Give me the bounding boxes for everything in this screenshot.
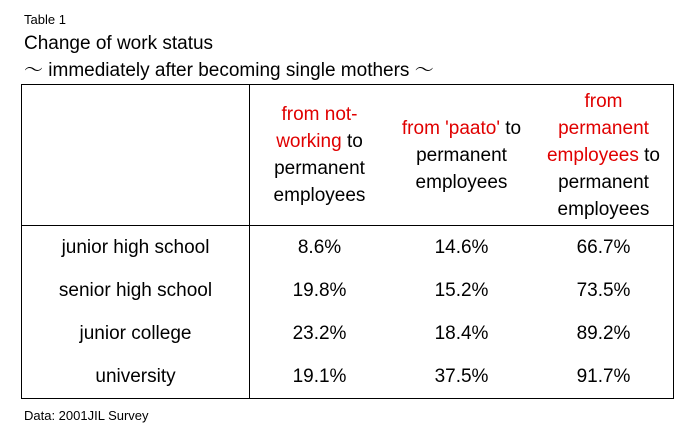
value-cell: 15.2% (434, 279, 489, 301)
row-label: junior college (22, 312, 250, 355)
column-header (389, 85, 534, 226)
header-line (534, 88, 673, 115)
table-row (22, 269, 674, 312)
header-text: permanent (558, 171, 649, 193)
table-row (22, 355, 674, 399)
header-line (250, 101, 389, 128)
header-text: employees (415, 171, 508, 193)
header-text-highlighted: from 'paato' (401, 117, 500, 139)
column-header (250, 85, 390, 226)
table-subtitle: ～ immediately after becoming single mothers ～ (24, 60, 434, 81)
row-label: junior high school (22, 226, 250, 270)
table-row (22, 226, 674, 270)
header-text-highlighted: employees (546, 144, 639, 166)
row-label: university (22, 355, 250, 399)
column-header-text (250, 101, 389, 209)
header-text: to (638, 144, 660, 166)
header-line (389, 169, 534, 196)
header-line (534, 142, 673, 169)
header-line (389, 142, 534, 169)
value-cell: 89.2% (576, 322, 631, 344)
column-header (534, 85, 674, 226)
header-text-highlighted: working (276, 131, 342, 152)
value-cell: 66.7% (576, 236, 631, 258)
header-text: permanent (416, 144, 507, 166)
column-header-text (389, 115, 534, 196)
header-row (22, 85, 674, 226)
value-cell: 18.4% (434, 322, 489, 344)
header-text-highlighted: permanent (558, 117, 649, 139)
header-text: to (499, 117, 522, 139)
header-line (534, 169, 673, 196)
table-label: Table 1 (24, 12, 66, 27)
column-header-text (534, 88, 673, 223)
header-line (534, 115, 673, 142)
value-cell: 19.1% (292, 365, 347, 387)
table-row (22, 312, 674, 355)
value-cell: 91.7% (576, 365, 631, 387)
value-cell: 73.5% (576, 279, 631, 301)
value-cell: 19.8% (292, 279, 347, 301)
header-line (250, 128, 389, 155)
value-cell: 8.6% (297, 236, 342, 258)
header-text: permanent (274, 158, 365, 179)
header-text: employees (557, 198, 650, 220)
value-cell: 14.6% (434, 236, 489, 258)
header-line (534, 196, 673, 223)
table-title: Change of work status (24, 33, 214, 54)
header-line (250, 155, 389, 182)
header-text: employees (273, 185, 366, 206)
header-text-highlighted: from (584, 90, 623, 112)
header-text: to (341, 131, 363, 152)
data-source-note: Data: 2001JIL Survey (24, 408, 149, 423)
header-line (389, 115, 534, 142)
header-text-highlighted: from not- (281, 104, 358, 125)
row-label: senior high school (22, 269, 250, 312)
value-cell: 23.2% (292, 322, 347, 344)
value-cell: 37.5% (434, 365, 489, 387)
header-empty-cell (22, 85, 250, 226)
work-status-table (21, 84, 674, 399)
header-line (250, 182, 389, 209)
